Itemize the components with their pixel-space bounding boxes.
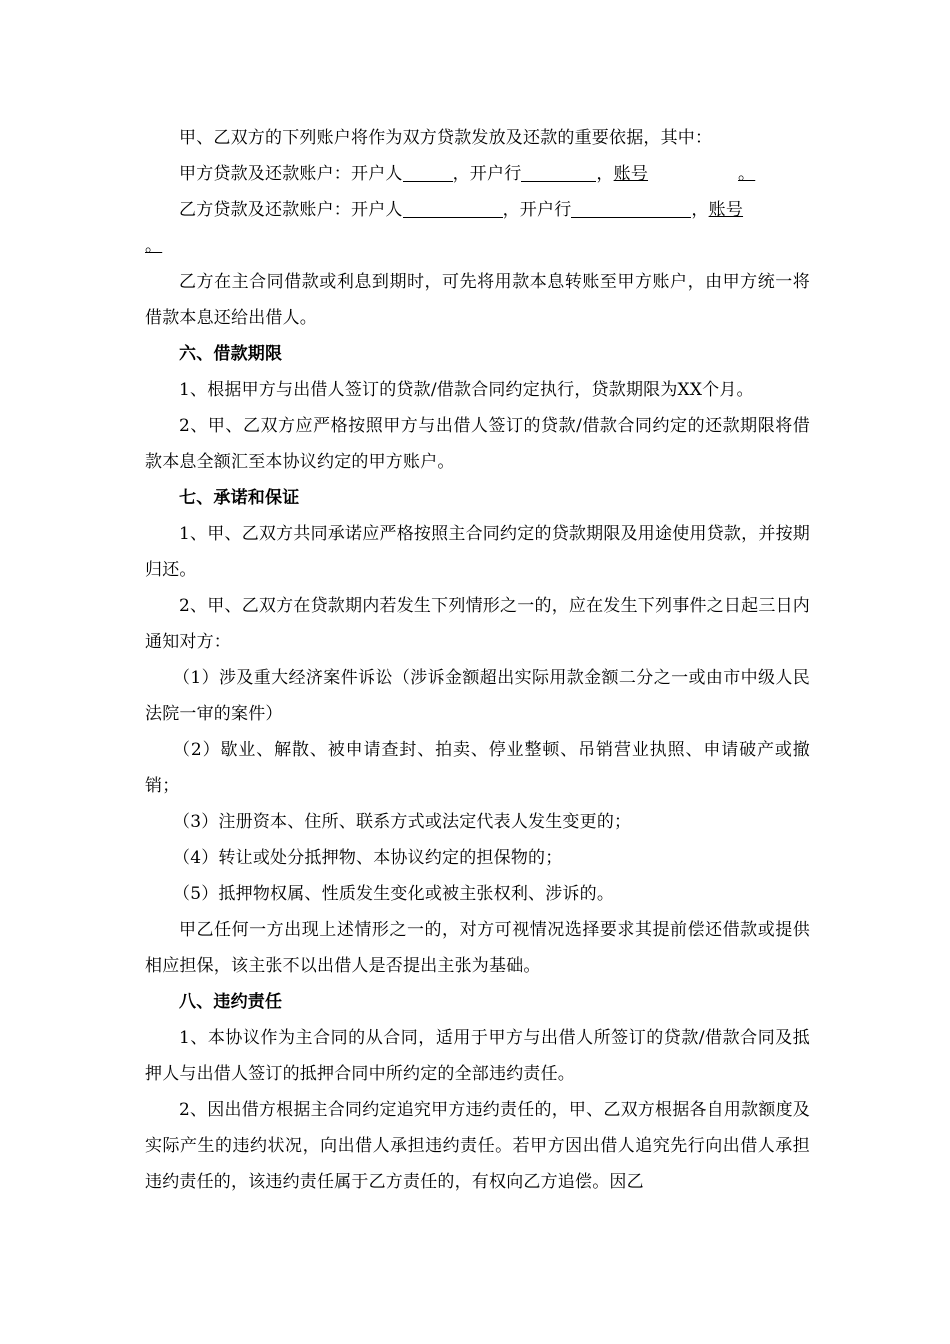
- list-item: （3）注册资本、住所、联系方式或法定代表人发生变更的；: [173, 812, 632, 832]
- document-body: [145, 120, 810, 1200]
- paragraph: 甲乙任何一方出现上述情形之一的，对方可视情况选择要求其提前偿还借款或提供相应担保，该主张不以出借人是否提出主张为基础。: [145, 920, 810, 976]
- paragraph: 1、甲、乙双方共同承诺应严格按照主合同约定的贷款期限及用途使用贷款，并按期归还。: [145, 524, 810, 580]
- text: 。: [145, 236, 163, 256]
- account-number-label: 账号 。: [613, 164, 756, 184]
- section-heading: 六、借款期限: [179, 344, 283, 364]
- paragraph: 乙方在主合同借款或利息到期时，可先将用款本息转账至甲方账户，由甲方统一将借款本息还给出借人。: [145, 272, 810, 328]
- text: ，: [596, 164, 614, 184]
- paragraph: 1、本协议作为主合同的从合同，适用于甲方与出借人所签订的贷款/借款合同及抵押人与出借人签订的抵押合同中所约定的全部违约责任。: [145, 1028, 810, 1084]
- blank-field: [571, 197, 691, 218]
- text: ，开户行: [502, 200, 572, 220]
- paragraph: [145, 228, 810, 264]
- text: ，开户行: [452, 164, 522, 184]
- paragraph: 2、甲、乙双方在贷款期内若发生下列情形之一的，应在发生下列事件之日起三日内通知对方：: [145, 596, 810, 652]
- party-b-account-line: [145, 192, 810, 228]
- list-item: （1）涉及重大经济案件诉讼（涉诉金额超出实际用款金额二分之一或由市中级人民法院一审的案件）: [145, 668, 810, 724]
- blank-field: [403, 197, 503, 218]
- blank-field: [403, 161, 453, 182]
- paragraph: 1、根据甲方与出借人签订的贷款/借款合同约定执行，贷款期限为XX个月。: [179, 380, 754, 400]
- section-heading: 八、违约责任: [179, 992, 283, 1012]
- paragraph: 2、甲、乙双方应严格按照甲方与出借人签订的贷款/借款合同约定的还款期限将借款本息全额汇至本协议约定的甲方账户。: [145, 416, 810, 472]
- text: 甲方贷款及还款账户：开户人: [179, 164, 403, 184]
- blank-field: [521, 161, 596, 182]
- account-number-label: 账号: [708, 200, 744, 220]
- paragraph: 甲、乙双方的下列账户将作为双方贷款发放及还款的重要依据，其中：: [179, 128, 713, 148]
- text: ，: [691, 200, 709, 220]
- party-a-account-line: [145, 156, 810, 192]
- section-heading: 七、承诺和保证: [179, 488, 300, 508]
- list-item: （4）转让或处分抵押物、本协议约定的担保物的；: [173, 848, 563, 868]
- list-item: （2）歇业、解散、被申请查封、拍卖、停业整顿、吊销营业执照、申请破产或撤销；: [145, 740, 810, 796]
- paragraph: 2、因出借方根据主合同约定追究甲方违约责任的，甲、乙双方根据各自用款额度及实际产生的违约状况，向出借人承担违约责任。若甲方因出借人追究先行向出借人承担违约责任的，该违约责任属于乙方责任的，有权向乙方追偿。因乙: [145, 1100, 810, 1192]
- text: 乙方贷款及还款账户：开户人: [179, 200, 403, 220]
- list-item: （5）抵押物权属、性质发生变化或被主张权利、涉诉的。: [173, 884, 615, 904]
